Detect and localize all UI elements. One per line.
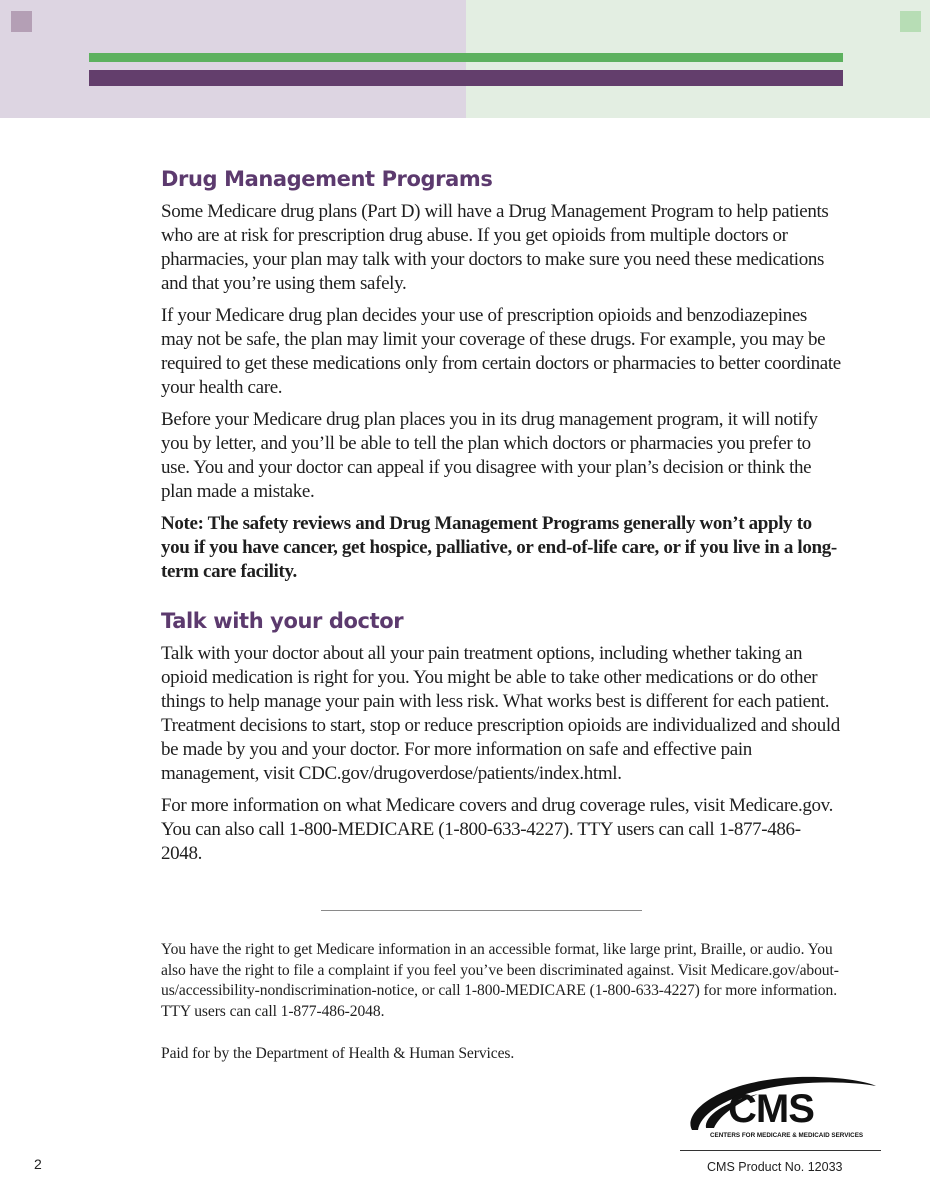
- paid-by-notice: Paid for by the Department of Health & Human Services.: [161, 1045, 515, 1062]
- paragraph: For more information on what Medicare covers and drug coverage rules, visit Medicare.gov. You can also call 1-800-MEDICARE (1-800-633-4227). TTY users can call 1-877-486-2048.: [161, 795, 833, 864]
- section-heading-talk-with-doctor: Talk with your doctor: [161, 609, 404, 633]
- paragraph: Before your Medicare drug plan places you in its drug management program, it will notify you by letter, and you’ll be able to tell the plan which doctors or pharmacies you prefer to use. You and your doctor can appeal if you disagree with your plan’s decision or think the plan made a mistake.: [161, 409, 818, 502]
- page-number: 2: [34, 1156, 42, 1172]
- accent-bar-green: [89, 53, 843, 62]
- footer-notice: [161, 940, 851, 1065]
- cms-logo-text: CMS: [728, 1087, 814, 1131]
- corner-square-left: [11, 11, 32, 32]
- footer-divider: [321, 910, 642, 911]
- accessibility-notice: You have the right to get Medicare information in an accessible format, like large print, Braille, or audio. You also have the right to file a complaint if you feel you’ve been discriminated against. Visit Medicare.gov/about-us/accessibility-nondiscrimination-notice, or call 1-800-MEDICARE (1-800-633-4227) for more information. TTY users can call 1-877-486-2048.: [161, 941, 839, 1020]
- paragraph: Talk with your doctor about all your pain treatment options, including whether taking an opioid medication is right for you. You might be able to take other medications or do other things to help manage your pain with less risk. What works best is different for each patient. Treatment decisions to start, stop or reduce prescription opioids are individualized and should be made by you and your doctor. For more information on safe and effective pain management, visit CDC.gov/drugoverdose/patients/index.html.: [161, 643, 840, 784]
- cms-logo: [680, 1072, 880, 1142]
- corner-square-right: [900, 11, 921, 32]
- main-content: [161, 164, 841, 874]
- accent-bar-purple: [89, 70, 843, 86]
- logo-rule: [680, 1150, 881, 1151]
- section-heading-drug-management: Drug Management Programs: [161, 167, 493, 191]
- note-paragraph: Note: The safety reviews and Drug Management Programs generally won’t apply to you if you have cancer, get hospice, palliative, or end-of-life care, or if you live in a long-term care facility.: [161, 513, 837, 582]
- header-band: [0, 0, 930, 118]
- product-number: CMS Product No. 12033: [707, 1160, 843, 1174]
- paragraph: If your Medicare drug plan decides your use of prescription opioids and benzodiazepines may not be safe, the plan may limit your coverage of these drugs. For example, you may be required to get these medications only from certain doctors or pharmacies to better coordinate your health care.: [161, 305, 841, 398]
- cms-logo-subtitle: CENTERS FOR MEDICARE & MEDICAID SERVICES: [710, 1132, 864, 1139]
- paragraph: Some Medicare drug plans (Part D) will have a Drug Management Program to help patients who are at risk for prescription drug abuse. If you get opioids from multiple doctors or pharmacies, your plan may talk with your doctors to make sure you need these medications and that you’re using them safely.: [161, 201, 829, 294]
